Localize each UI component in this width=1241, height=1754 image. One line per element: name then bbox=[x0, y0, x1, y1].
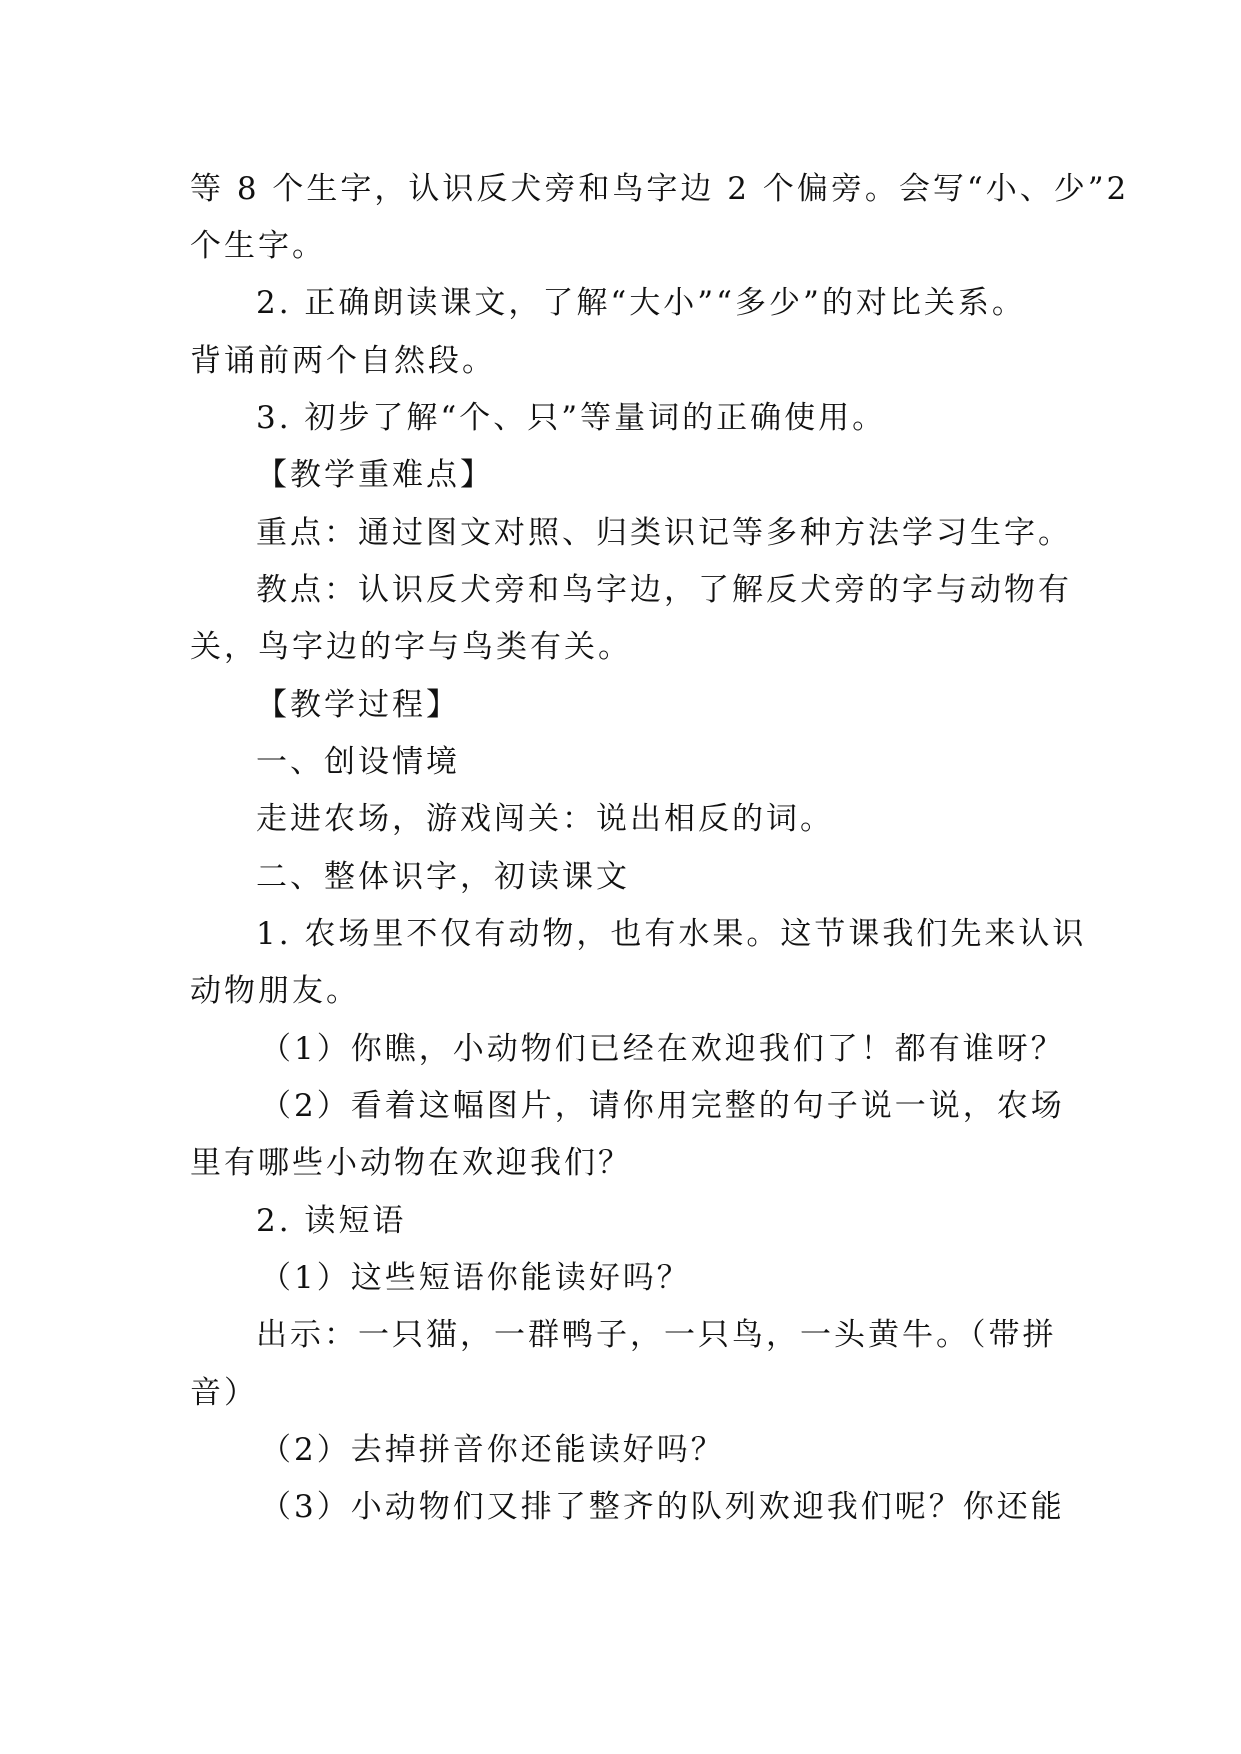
text-line: 背诵前两个自然段。 bbox=[190, 343, 496, 379]
text-line: （3）小动物们又排了整齐的队列欢迎我们呢？你还能 bbox=[260, 1489, 1065, 1525]
text-line: 走进农场，游戏闯关：说出相反的词。 bbox=[256, 801, 834, 837]
text-line: 二、整体识字，初读课文 bbox=[256, 859, 630, 895]
text-line: （1）这些短语你能读好吗？ bbox=[260, 1260, 691, 1296]
section-heading: 【教学重难点】 bbox=[256, 457, 494, 493]
text-line: 2. 读短语 bbox=[256, 1203, 407, 1239]
text-line: 1. 农场里不仅有动物，也有水果。这节课我们先来认识 bbox=[256, 916, 1087, 952]
text-line: 出示：一只猫，一群鸭子，一只鸟，一头黄牛。（带拼 bbox=[256, 1317, 1057, 1353]
text-line: 里有哪些小动物在欢迎我们？ bbox=[190, 1145, 632, 1181]
text-line: （1）你瞧，小动物们已经在欢迎我们了！都有谁呀？ bbox=[260, 1031, 1065, 1067]
text-line: 音） bbox=[190, 1375, 258, 1411]
text-line: 3. 初步了解“个、只”等量词的正确使用。 bbox=[256, 400, 887, 436]
text-line: 等 8 个生字，认识反犬旁和鸟字边 2 个偏旁。会写“小、少”2 bbox=[190, 171, 1130, 207]
text-line: 个生字。 bbox=[190, 228, 326, 264]
text-line: 关，鸟字边的字与鸟类有关。 bbox=[190, 629, 632, 665]
text-line: （2）看着这幅图片，请你用完整的句子说一说，农场 bbox=[260, 1088, 1065, 1124]
text-line: 2. 正确朗读课文，了解“大小”“多少”的对比关系。 bbox=[256, 285, 1026, 321]
section-heading: 【教学过程】 bbox=[256, 687, 460, 723]
text-line: （2）去掉拼音你还能读好吗？ bbox=[260, 1432, 725, 1468]
text-line: 重点：通过图文对照、归类识记等多种方法学习生字。 bbox=[256, 515, 1072, 551]
text-line: 教点：认识反犬旁和鸟字边，了解反犬旁的字与动物有 bbox=[256, 572, 1072, 608]
text-line: 一、创设情境 bbox=[256, 744, 460, 780]
text-line: 动物朋友。 bbox=[190, 973, 360, 1009]
